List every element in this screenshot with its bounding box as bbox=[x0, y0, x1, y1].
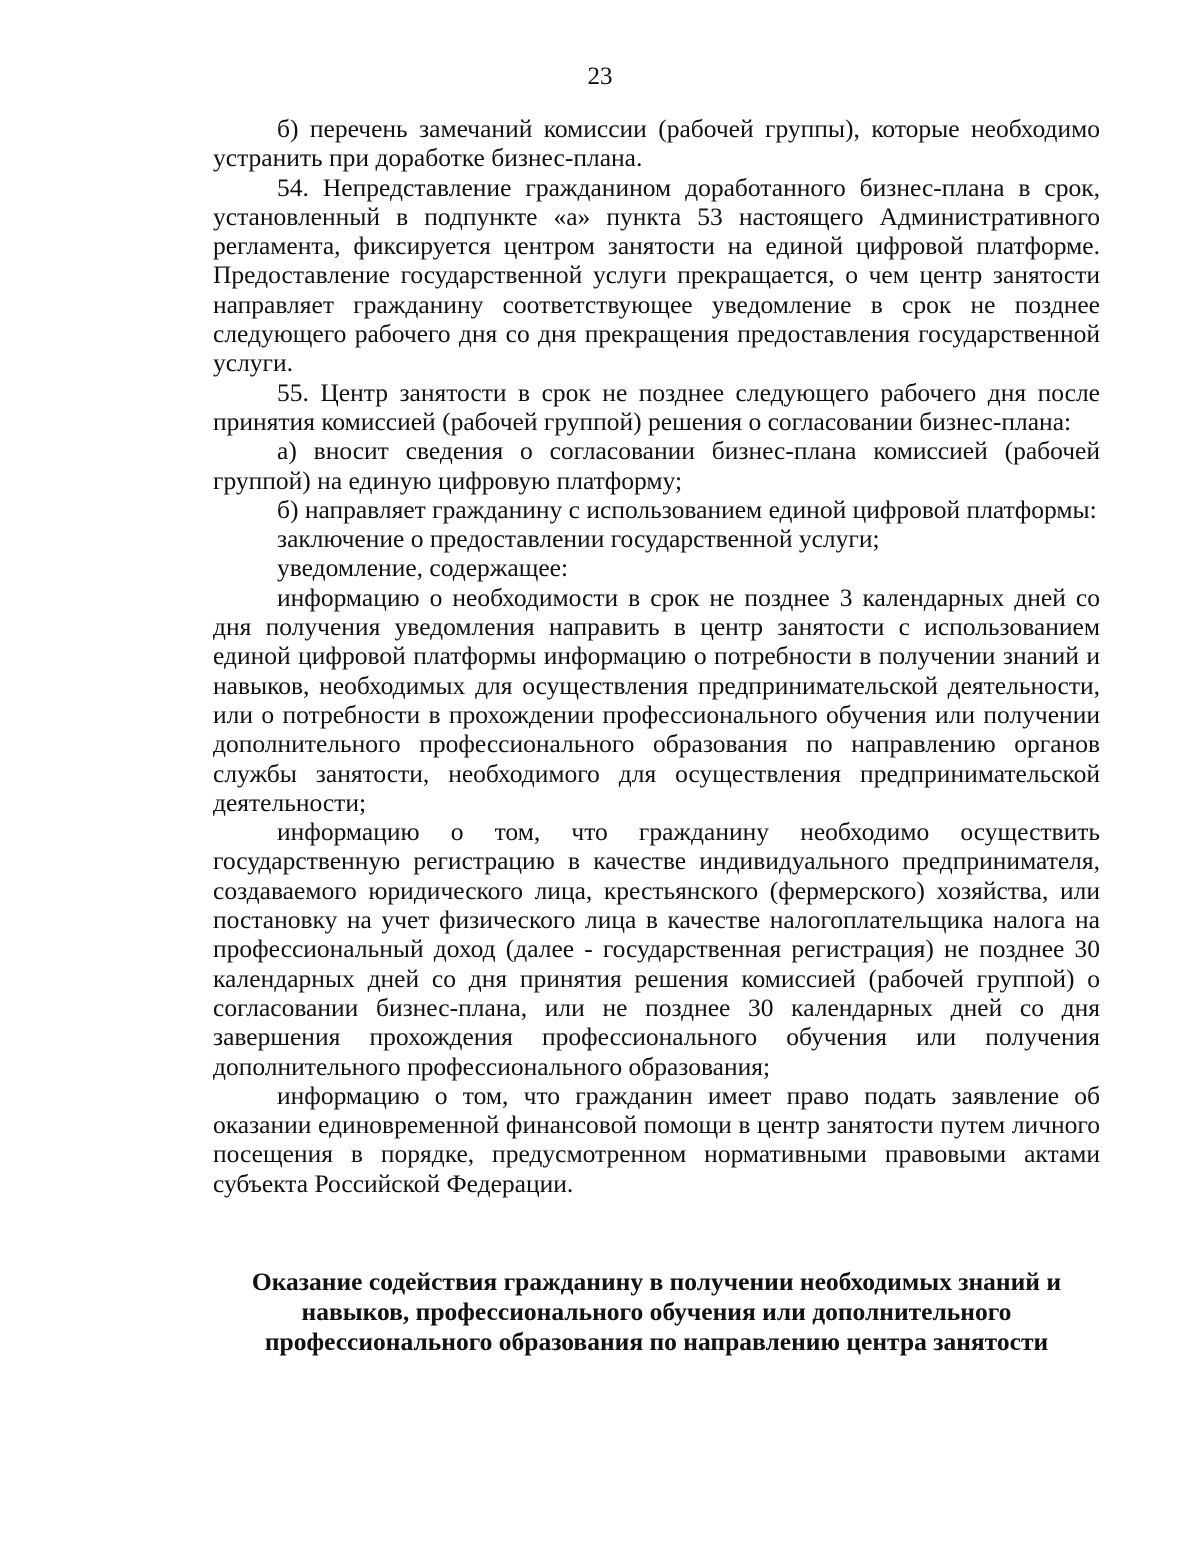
body-text bbox=[213, 114, 1100, 1198]
paragraph: уведомление, содержащее: bbox=[277, 553, 569, 583]
section-heading bbox=[213, 1267, 1100, 1357]
paragraph: 54. Непредставление гражданином доработанного бизнес-плана в срок, установленный в подпункте «а» пункта 53 настоящего Административного регламента, фиксируется центром занятости на единой цифровой платформе. Предоставление государственной услуги прекращается, о чем центр занятости направляет гражданину соответствующее уведомление в срок не позднее следующего рабочего дня со дня прекращения предоставления государственной услуги. bbox=[213, 172, 1100, 378]
paragraph: информацию о том, что гражданину необходимо осуществить государственную регистрацию в качестве индивидуального предпринимателя, создаваемого юридического лица, крестьянского (фермерского) хозяйства, или постановку на учет физического лица в качестве налогоплательщика налога на профессиональный доход (далее - государственная регистрация) не позднее 30 календарных дней со дня принятия решения комиссией (рабочей группой) о согласовании бизнес-плана, или не позднее 30 календарных дней со дня завершения прохождения профессионального обучения или получения дополнительного профессионального образования; bbox=[213, 817, 1100, 1081]
heading-line: Оказание содействия гражданину в получении необходимых знаний и bbox=[251, 1267, 1062, 1296]
page-number: 23 bbox=[587, 63, 613, 90]
heading-line: навыков, профессионального обучения или дополнительного bbox=[301, 1297, 1012, 1326]
paragraph: 55. Центр занятости в срок не позднее следующего рабочего дня после принятия комиссией (рабочей группой) решения о согласовании бизнес-плана: bbox=[213, 377, 1100, 436]
paragraph: заключение о предоставлении государственной услуги; bbox=[277, 524, 880, 554]
paragraph: б) направляет гражданину с использованием единой цифровой платформы: bbox=[277, 494, 1097, 524]
paragraph: б) перечень замечаний комиссии (рабочей группы), которые необходимо устранить при доработке бизнес-плана. bbox=[213, 114, 1100, 173]
paragraph: информацию о том, что гражданин имеет право подать заявление об оказании единовременной финансовой помощи в центр занятости путем личного посещения в порядке, предусмотренном нормативными правовыми актами субъекта Российской Федерации. bbox=[213, 1080, 1100, 1198]
heading-line: профессионального образования по направлению центра занятости bbox=[264, 1327, 1049, 1356]
paragraph: а) вносит сведения о согласовании бизнес-плана комиссией (рабочей группой) на единую цифровую платформу; bbox=[213, 436, 1100, 495]
paragraph: информацию о необходимости в срок не позднее 3 календарных дней со дня получения уведомления направить в центр занятости с использованием единой цифровой платформы информацию о потребности в получении знаний и навыков, необходимых для осуществления предпринимательской деятельности, или о потребности в прохождении профессионального обучения или получении дополнительного профессионального образования по направлению органов службы занятости, необходимого для осуществления предпринимательской деятельности; bbox=[213, 582, 1100, 817]
